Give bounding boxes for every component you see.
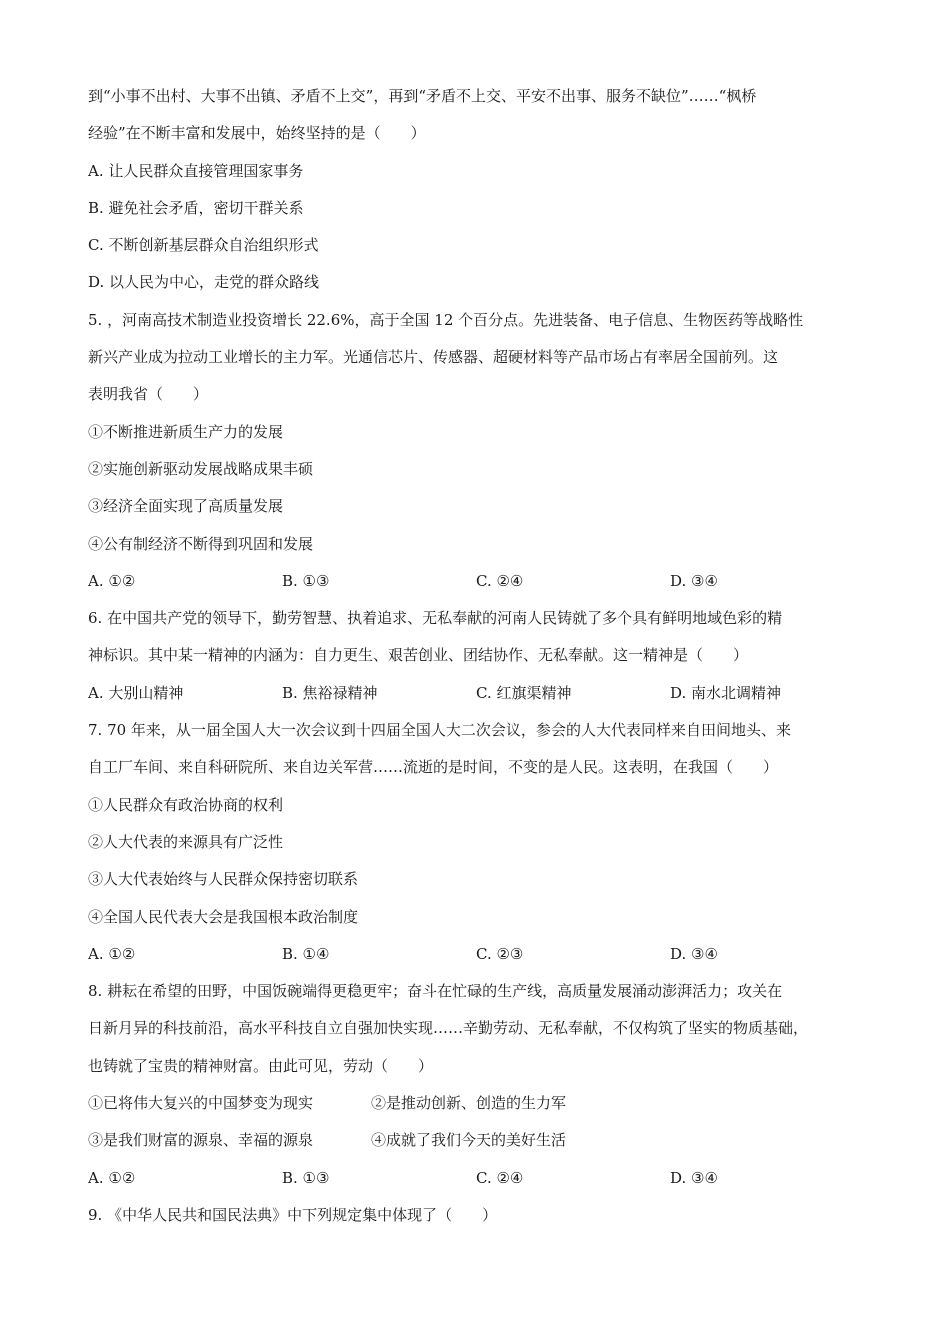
q5-text-line: 表明我省（ ） <box>88 385 209 404</box>
q5-options-row <box>88 563 864 600</box>
q4-option-b: B. 避免社会矛盾，密切干群关系 <box>88 198 304 217</box>
q8-statement-row <box>88 1085 864 1122</box>
q4-option-c: C. 不断创新基层群众自治组织形式 <box>88 236 319 255</box>
q9-text-line: 9. 《中华人民共和国民法典》中下列规定集中体现了（ ） <box>88 1205 498 1224</box>
q8-text-line: 日新月异的科技前沿，高水平科技自立自强加快实现……辛勤劳动、无私奉献，不仅构筑了坚实的物质基础， <box>88 1019 809 1038</box>
q8-text-line: 也铸就了宝贵的精神财富。由此可见，劳动（ ） <box>88 1056 434 1075</box>
q7-statement: ①人民群众有政治协商的权利 <box>88 795 284 814</box>
exam-page <box>88 78 864 1234</box>
q7-statement: ②人大代表的来源具有广泛性 <box>88 832 284 851</box>
q8-statement-row <box>88 1122 864 1159</box>
q8-statement-3: ③是我们财富的源泉、幸福的源泉 <box>88 1131 314 1150</box>
q8-options-row <box>88 1160 864 1197</box>
q5-text-line: 新兴产业成为拉动工业增长的主力军。光通信芯片、传感器、超硬材料等产品市场占有率居全国前列。这 <box>88 348 779 367</box>
q7-text-line: 自工厂车间、来自科研院所、来自边关军营……流逝的是时间，不变的是人民。这表明，在我国（ ） <box>88 758 779 777</box>
q7-option-a: A. ①② <box>88 944 136 963</box>
q6-option-c: C. 红旗渠精神 <box>476 683 572 702</box>
q6-option-d: D. 南水北调精神 <box>670 683 782 702</box>
q8-statement-4: ④成就了我们今天的美好生活 <box>371 1131 567 1150</box>
q5-statement: ①不断推进新质生产力的发展 <box>88 422 284 441</box>
q6-text-line: 神标识。其中某一精神的内涵为：自力更生、艰苦创业、团结协作、无私奉献。这一精神是（ ） <box>88 646 749 665</box>
q7-options-row <box>88 936 864 973</box>
q7-option-d: D. ③④ <box>670 944 718 963</box>
q8-option-b: B. ①③ <box>282 1168 330 1187</box>
q6-option-a: A. 大别山精神 <box>88 683 184 702</box>
q4-option-a: A. 让人民群众直接管理国家事务 <box>88 161 304 180</box>
q4-text-line: 到“小事不出村、大事不出镇、矛盾不上交”，再到“矛盾不上交、平安不出事、服务不缺位”……“枫桥 <box>88 87 757 105</box>
q7-text-line: 7. 70 年来，从一届全国人大一次会议到十四届全国人大二次会议，参会的人大代表同样来自田间地头、来 <box>88 721 791 740</box>
q8-statement-1: ①已将伟大复兴的中国梦变为现实 <box>88 1094 314 1113</box>
q7-option-c: C. ②③ <box>476 944 524 963</box>
q4-option-d: D. 以人民为中心，走党的群众路线 <box>88 273 320 292</box>
q7-statement: ④全国人民代表大会是我国根本政治制度 <box>88 907 359 926</box>
q4-text-line: 经验”在不断丰富和发展中，始终坚持的是（ ） <box>88 124 426 143</box>
q7-option-b: B. ①④ <box>282 944 330 963</box>
q5-option-a: A. ①② <box>88 571 136 590</box>
q5-text-line: 5. ，河南高技术制造业投资增长 22.6%，高于全国 12 个百分点。先进装备、电子信息、生物医药等战略性 <box>88 310 804 329</box>
q6-option-b: B. 焦裕禄精神 <box>282 683 378 702</box>
q6-text-line: 6. 在中国共产党的领导下，勤劳智慧、执着追求、无私奉献的河南人民铸就了多个具有鲜明地域色彩的精 <box>88 609 783 628</box>
q8-statement-2: ②是推动创新、创造的生力军 <box>371 1094 567 1113</box>
q5-option-b: B. ①③ <box>282 571 330 590</box>
q8-option-d: D. ③④ <box>670 1168 718 1187</box>
q7-statement: ③人大代表始终与人民群众保持密切联系 <box>88 870 359 889</box>
q8-option-a: A. ①② <box>88 1168 136 1187</box>
q8-text-line: 8. 耕耘在希望的田野，中国饭碗端得更稳更牢；奋斗在忙碌的生产线，高质量发展涌动澎湃活力；攻关在 <box>88 982 783 1001</box>
q5-option-d: D. ③④ <box>670 571 718 590</box>
q5-statement: ②实施创新驱动发展战略成果丰硕 <box>88 459 314 478</box>
q6-options-row <box>88 675 864 712</box>
q8-option-c: C. ②④ <box>476 1168 524 1187</box>
q5-statement: ③经济全面实现了高质量发展 <box>88 497 284 516</box>
q5-statement: ④公有制经济不断得到巩固和发展 <box>88 534 314 553</box>
q5-option-c: C. ②④ <box>476 571 524 590</box>
